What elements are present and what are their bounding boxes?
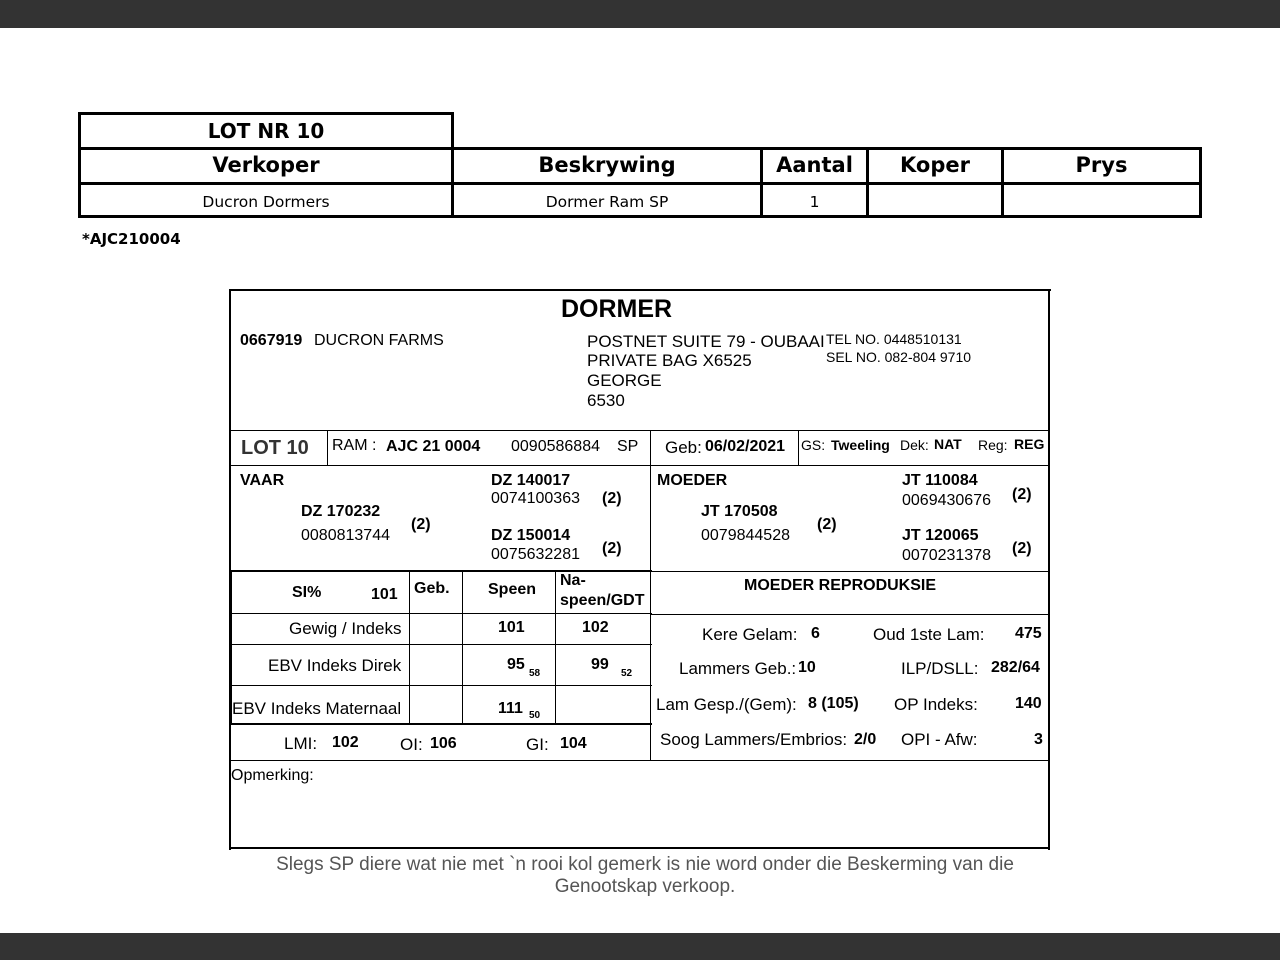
lot-label: LOT NR 10 — [207, 119, 325, 143]
repro-op-label: OP Indeks: — [894, 695, 978, 714]
repro-kere-label: Kere Gelam: — [702, 625, 798, 644]
remarks-label: Opmerking: — [231, 767, 314, 784]
dam-id: JT 170508 — [701, 503, 778, 520]
address-line-2: PRIVATE BAG X6525 — [587, 351, 752, 370]
sel-number: SEL NO. 082-804 9710 — [826, 349, 972, 365]
col-speen: Speen — [488, 581, 537, 598]
footer-note-line-1: Slegs SP diere wat nie met `n rooi kol gemerk is nie word onder die Beskerming van die — [276, 854, 1014, 875]
col-header-price: Prys — [1075, 153, 1128, 177]
reference-code: *AJC210004 — [82, 230, 181, 248]
si-label: SI% — [292, 584, 322, 601]
row-weight-naspeen: 102 — [582, 619, 609, 636]
cell-seller: Ducron Dormers — [202, 193, 330, 211]
gs-value: Tweeling — [831, 437, 890, 453]
sire-granddam-grade: (2) — [602, 540, 622, 557]
breeder-name: DUCRON FARMS — [314, 332, 444, 349]
gi-label: GI: — [526, 735, 549, 754]
col-header-buyer: Koper — [900, 153, 970, 177]
oi-label: OI: — [400, 735, 423, 754]
lmi-value: 102 — [332, 734, 359, 751]
dek-value: NAT — [934, 436, 962, 452]
dam-granddam-grade: (2) — [1012, 540, 1032, 557]
ram-reg: 0090586884 — [511, 438, 600, 455]
lmi-label: LMI: — [284, 734, 318, 753]
repro-soog-label: Soog Lammers/Embrios: — [660, 730, 848, 749]
repro-gesp-value: 8 (105) — [808, 695, 859, 712]
sire-granddam-num: 0075632281 — [491, 546, 580, 563]
row-ebv-maternal-speen-acc: 50 — [529, 710, 541, 721]
row-ebv-direct-naspeen-acc: 52 — [621, 668, 633, 679]
dam-grade: (2) — [817, 516, 837, 533]
reg-value: REG — [1014, 436, 1045, 452]
reg-label: Reg: — [978, 437, 1008, 453]
geb-date: 06/02/2021 — [705, 438, 786, 455]
si-value: 101 — [371, 586, 398, 603]
ram-id: AJC 21 0004 — [386, 438, 481, 455]
top-bar — [0, 0, 1280, 28]
sire-num: 0080813744 — [301, 527, 390, 544]
dam-label: MOEDER — [657, 472, 728, 489]
tel-number: TEL NO. 0448510131 — [826, 331, 962, 347]
dam-grandsire-num: 0069430676 — [902, 492, 991, 509]
row-ebv-direct-speen: 95 — [507, 656, 525, 673]
breeder-code: 0667919 — [240, 332, 303, 349]
card-lot: LOT 10 — [241, 437, 309, 459]
repro-gesp-label: Lam Gesp./(Gem): — [656, 695, 797, 714]
bottom-bar — [0, 933, 1280, 960]
cell-quantity: 1 — [809, 193, 820, 211]
repro-ilp-value: 282/64 — [991, 659, 1040, 676]
row-weight-speen: 101 — [498, 619, 525, 636]
repro-title: MOEDER REPRODUKSIE — [744, 577, 937, 594]
row-ebv-direct-naspeen: 99 — [591, 656, 609, 673]
col-naspeen-line1: Na- — [560, 572, 586, 589]
repro-ilp-label: ILP/DSLL: — [901, 659, 979, 678]
repro-op-value: 140 — [1015, 695, 1042, 712]
row-ebv-maternal-speen: 111 — [498, 700, 523, 717]
footer-note-line-2: Genootskap verkoop. — [554, 876, 736, 897]
breed-title: DORMER — [561, 295, 673, 323]
sire-grade: (2) — [411, 516, 431, 533]
repro-oud-label: Oud 1ste Lam: — [873, 625, 985, 644]
address-line-1: POSTNET SUITE 79 - OUBAAI — [587, 332, 825, 351]
gs-label: GS: — [801, 437, 826, 453]
row-ebv-direct-speen-acc: 58 — [529, 668, 541, 679]
ram-class: SP — [617, 438, 639, 455]
sire-label: VAAR — [240, 472, 285, 489]
dek-label: Dek: — [900, 437, 929, 453]
row-ebv-maternal-label: EBV Indeks Maternaal — [232, 699, 402, 718]
sire-grandsire-num: 0074100363 — [491, 490, 580, 507]
cell-description: Dormer Ram SP — [545, 193, 669, 211]
repro-lammers-value: 10 — [798, 659, 816, 676]
col-naspeen-line2: speen/GDT — [560, 592, 645, 609]
sire-id: DZ 170232 — [301, 503, 381, 520]
ram-label: RAM : — [332, 437, 377, 454]
col-geb: Geb. — [414, 580, 450, 597]
row-ebv-direct-label: EBV Indeks Direk — [268, 656, 402, 675]
sire-grandsire-id: DZ 140017 — [491, 472, 571, 489]
dam-grandsire-id: JT 110084 — [902, 472, 978, 489]
dam-grandsire-grade: (2) — [1012, 486, 1032, 503]
oi-value: 106 — [430, 735, 457, 752]
dam-granddam-num: 0070231378 — [902, 547, 991, 564]
gi-value: 104 — [560, 735, 587, 752]
repro-kere-value: 6 — [811, 625, 820, 642]
col-header-quantity: Aantal — [776, 153, 853, 177]
repro-oud-value: 475 — [1015, 625, 1042, 642]
sire-granddam-id: DZ 150014 — [491, 527, 571, 544]
col-header-seller: Verkoper — [212, 153, 320, 177]
repro-lammers-label: Lammers Geb.: — [679, 659, 797, 678]
col-header-description: Beskrywing — [538, 153, 676, 177]
address-line-3: GEORGE — [587, 371, 662, 390]
repro-soog-value: 2/0 — [854, 731, 877, 748]
repro-opi-label: OPI - Afw: — [901, 730, 978, 749]
row-weight-label: Gewig / Indeks — [289, 619, 402, 638]
sire-grandsire-grade: (2) — [602, 490, 622, 507]
dam-granddam-id: JT 120065 — [902, 527, 979, 544]
dam-num: 0079844528 — [701, 527, 790, 544]
repro-opi-value: 3 — [1034, 731, 1043, 748]
address-line-4: 6530 — [587, 391, 625, 410]
geb-label: Geb: — [665, 438, 702, 457]
